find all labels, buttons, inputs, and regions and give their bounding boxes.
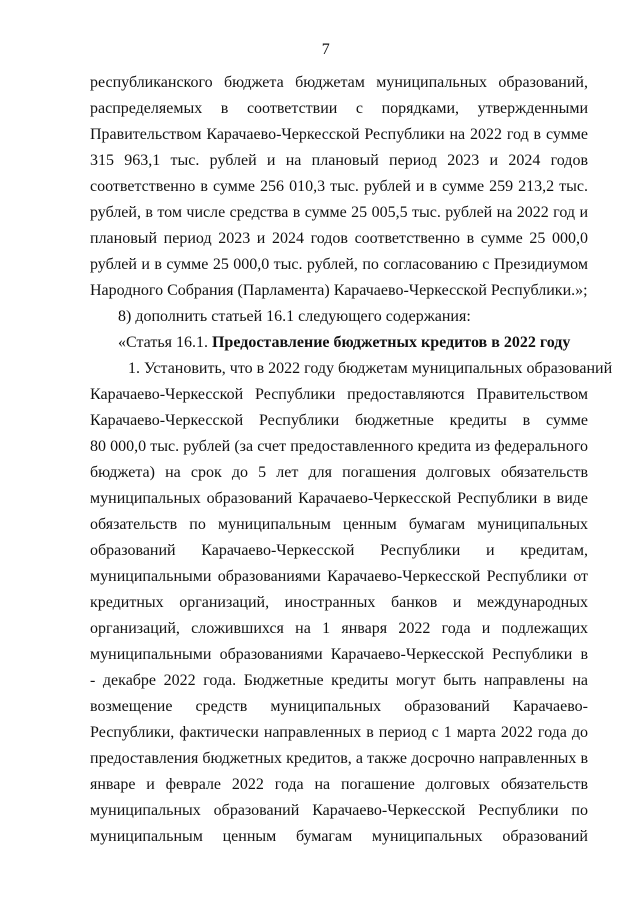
text-line: 315 963,1 тыс. рублей и на плановый период 2023 и 2024 годов xyxy=(90,152,588,169)
text-line: Правительством Карачаево-Черкесской Республики на 2022 год в сумме xyxy=(90,126,588,143)
text-line: плановый период 2023 и 2024 годов соответственно в сумме 25 000,0 xyxy=(90,230,588,247)
text-line: обязательств по муниципальным ценным бумагам муниципальных xyxy=(90,516,588,533)
text-line: - декабре 2022 года. Бюджетные кредиты могут быть направлены на xyxy=(90,672,588,689)
text-line: 80 000,0 тыс. рублей (за счет предоставленного кредита из федерального xyxy=(90,438,588,455)
text-line: муниципальных образований Карачаево-Черкесской Республики в виде xyxy=(90,490,588,507)
text-line: кредитных организаций, иностранных банков и международных xyxy=(90,594,588,611)
text-line: муниципальными образованиями Карачаево-Черкесской Республики от xyxy=(90,568,588,585)
text-line: 1. Установить, что в 2022 году бюджетам муниципальных образований xyxy=(128,360,613,377)
text-line: Карачаево-Черкесской Республики бюджетные кредиты в сумме xyxy=(90,412,588,429)
text-line: муниципальных образований Карачаево-Черкесской Республики по xyxy=(90,802,588,819)
page-number: 7 xyxy=(321,41,331,58)
text-line xyxy=(90,330,588,356)
text-line: предоставления бюджетных кредитов, а также досрочно направленных в xyxy=(90,750,588,767)
article-title: Предоставление бюджетных кредитов в 2022 году xyxy=(211,334,571,351)
text-line: рублей, в том числе средства в сумме 25 005,5 тыс. рублей на 2022 год и xyxy=(90,204,588,221)
text-line: рублей и в сумме 25 000,0 тыс. рублей, по согласованию с Президиумом xyxy=(90,256,588,273)
article-label: «Статья 16.1. xyxy=(118,334,212,351)
document-body xyxy=(90,70,613,850)
text-line: бюджета) на срок до 5 лет для погашения долговых обязательств xyxy=(90,464,588,481)
text-line: Народного Собрания (Парламента) Карачаево-Черкесской Республики.»; xyxy=(90,282,588,299)
text-line: Карачаево-Черкесской Республики предоставляются Правительством xyxy=(90,386,588,403)
text-line: январе и феврале 2022 года на погашение долговых обязательств xyxy=(90,776,588,793)
text-line: распределяемых в соответствии с порядками, утвержденными xyxy=(90,100,588,117)
text-line: соответственно в сумме 256 010,3 тыс. рублей и в сумме 259 213,2 тыс. xyxy=(90,178,588,195)
text-line: возмещение средств муниципальных образований Карачаево- xyxy=(90,698,588,715)
text-line: муниципальными образованиями Карачаево-Черкесской Республики в xyxy=(90,646,588,663)
text-line: 8) дополнить статьей 16.1 следующего содержания: xyxy=(118,308,471,325)
text-line: Республики, фактически направленных в период с 1 марта 2022 года до xyxy=(90,724,588,741)
text-line: организаций, сложившихся на 1 января 2022 года и подлежащих xyxy=(90,620,588,637)
text-line: муниципальным ценным бумагам муниципальных образований xyxy=(90,828,588,845)
text-line: республиканского бюджета бюджетам муниципальных образований, xyxy=(90,74,588,91)
text-line: образований Карачаево-Черкесской Республики и кредитам, xyxy=(90,542,588,559)
